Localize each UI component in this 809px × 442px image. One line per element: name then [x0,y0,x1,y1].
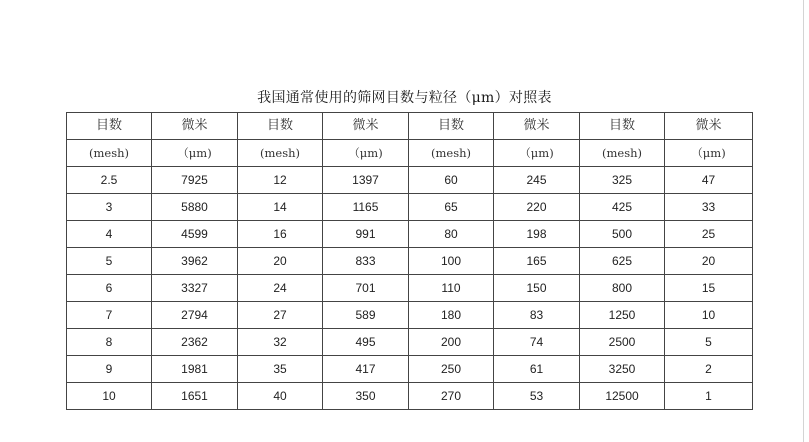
unit-cell-micron: （μm) [494,140,580,167]
micron-value-cell: 7925 [152,167,238,194]
mesh-value-cell: 1250 [580,302,665,329]
mesh-value-cell: 32 [238,329,323,356]
mesh-value-cell: 270 [409,383,494,410]
micron-value-cell: 245 [494,167,580,194]
micron-value-cell: 495 [323,329,409,356]
mesh-value-cell: 16 [238,221,323,248]
mesh-value-cell: 8 [67,329,152,356]
header-cell-mesh: 目数 [238,113,323,140]
micron-value-cell: 991 [323,221,409,248]
unit-cell-mesh: (mesh) [580,140,665,167]
mesh-value-cell: 4 [67,221,152,248]
mesh-value-cell: 2.5 [67,167,152,194]
mesh-size-table [66,112,753,410]
header-cell-micron: 微米 [494,113,580,140]
table-row [67,194,753,221]
mesh-value-cell: 12 [238,167,323,194]
unit-row [67,140,753,167]
mesh-value-cell: 24 [238,275,323,302]
micron-value-cell: 20 [665,248,753,275]
mesh-value-cell: 3 [67,194,152,221]
micron-value-cell: 1651 [152,383,238,410]
micron-value-cell: 3327 [152,275,238,302]
mesh-value-cell: 80 [409,221,494,248]
micron-value-cell: 61 [494,356,580,383]
mesh-value-cell: 27 [238,302,323,329]
mesh-value-cell: 200 [409,329,494,356]
header-cell-micron: 微米 [665,113,753,140]
micron-value-cell: 83 [494,302,580,329]
table-row [67,302,753,329]
mesh-value-cell: 500 [580,221,665,248]
mesh-value-cell: 14 [238,194,323,221]
mesh-value-cell: 3250 [580,356,665,383]
table-body [67,113,753,410]
micron-value-cell: 589 [323,302,409,329]
table-row [67,275,753,302]
header-cell-micron: 微米 [152,113,238,140]
unit-cell-micron: （μm) [665,140,753,167]
micron-value-cell: 53 [494,383,580,410]
micron-value-cell: 3962 [152,248,238,275]
micron-value-cell: 2362 [152,329,238,356]
unit-cell-mesh: (mesh) [238,140,323,167]
micron-value-cell: 150 [494,275,580,302]
mesh-value-cell: 40 [238,383,323,410]
mesh-value-cell: 2500 [580,329,665,356]
micron-value-cell: 15 [665,275,753,302]
table-title: 我国通常使用的筛网目数与粒径（μm）对照表 [257,90,552,106]
mesh-value-cell: 6 [67,275,152,302]
unit-cell-mesh: (mesh) [409,140,494,167]
mesh-value-cell: 325 [580,167,665,194]
micron-value-cell: 25 [665,221,753,248]
unit-cell-mesh: (mesh) [67,140,152,167]
micron-value-cell: 2794 [152,302,238,329]
mesh-value-cell: 110 [409,275,494,302]
micron-value-cell: 1981 [152,356,238,383]
micron-value-cell: 5 [665,329,753,356]
micron-value-cell: 5880 [152,194,238,221]
mesh-value-cell: 65 [409,194,494,221]
unit-cell-micron: （μm) [152,140,238,167]
mesh-value-cell: 5 [67,248,152,275]
mesh-value-cell: 425 [580,194,665,221]
micron-value-cell: 220 [494,194,580,221]
micron-value-cell: 701 [323,275,409,302]
micron-value-cell: 1165 [323,194,409,221]
mesh-value-cell: 20 [238,248,323,275]
micron-value-cell: 74 [494,329,580,356]
micron-value-cell: 1397 [323,167,409,194]
micron-value-cell: 2 [665,356,753,383]
micron-value-cell: 833 [323,248,409,275]
mesh-value-cell: 180 [409,302,494,329]
micron-value-cell: 350 [323,383,409,410]
header-row [67,113,753,140]
mesh-value-cell: 60 [409,167,494,194]
micron-value-cell: 198 [494,221,580,248]
mesh-value-cell: 10 [67,383,152,410]
table-row [67,221,753,248]
header-cell-micron: 微米 [323,113,409,140]
mesh-value-cell: 12500 [580,383,665,410]
micron-value-cell: 47 [665,167,753,194]
header-cell-mesh: 目数 [580,113,665,140]
mesh-value-cell: 9 [67,356,152,383]
mesh-value-cell: 7 [67,302,152,329]
micron-value-cell: 4599 [152,221,238,248]
mesh-value-cell: 100 [409,248,494,275]
micron-value-cell: 417 [323,356,409,383]
micron-value-cell: 165 [494,248,580,275]
table-row [67,383,753,410]
header-cell-mesh: 目数 [409,113,494,140]
mesh-value-cell: 800 [580,275,665,302]
header-cell-mesh: 目数 [67,113,152,140]
table-row [67,329,753,356]
mesh-value-cell: 35 [238,356,323,383]
page-right-border [803,0,804,442]
mesh-value-cell: 625 [580,248,665,275]
mesh-value-cell: 250 [409,356,494,383]
micron-value-cell: 33 [665,194,753,221]
table-row [67,356,753,383]
unit-cell-micron: （μm) [323,140,409,167]
micron-value-cell: 10 [665,302,753,329]
micron-value-cell: 1 [665,383,753,410]
table-row [67,167,753,194]
table-row [67,248,753,275]
